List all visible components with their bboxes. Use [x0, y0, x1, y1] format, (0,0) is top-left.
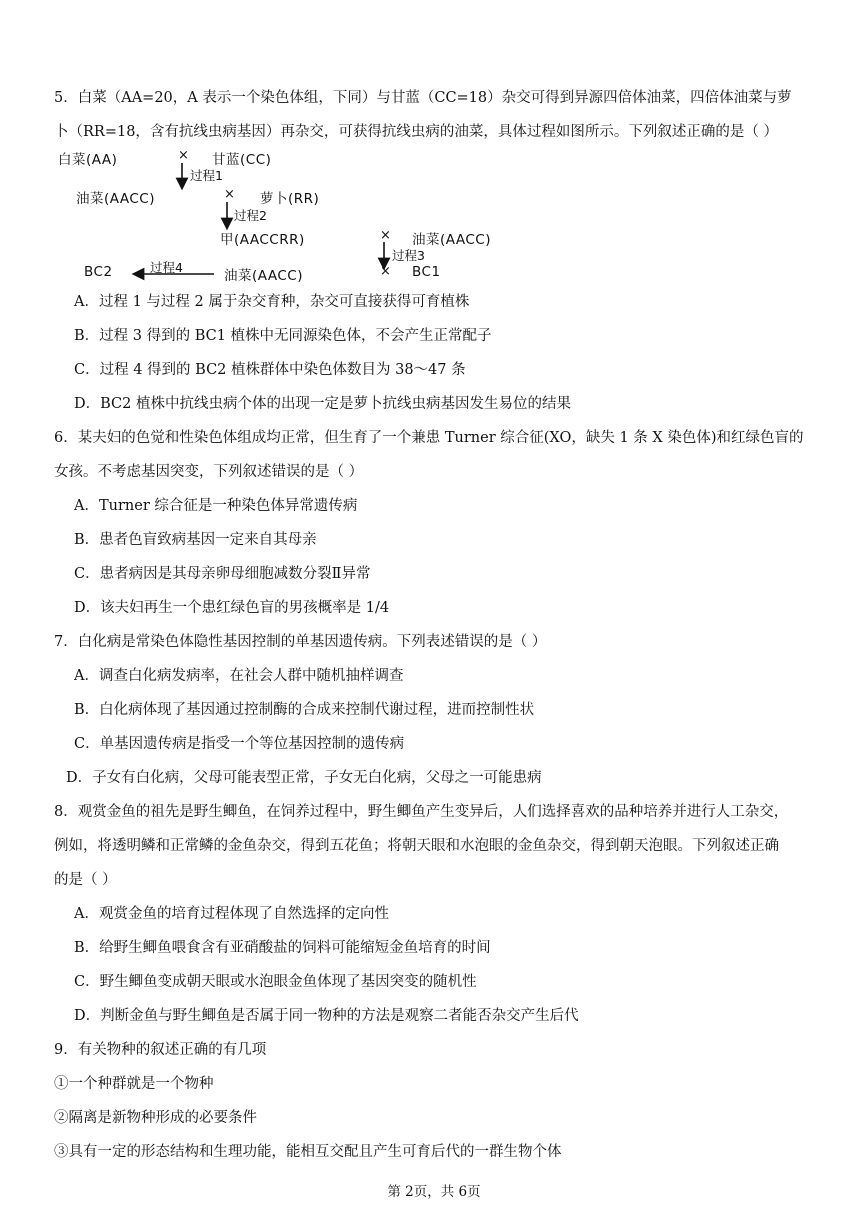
q7-stem-line1: 7．白化病是常染色体隐性基因控制的单基因遗传病。下列表述错误的是（ ） — [54, 634, 547, 650]
diagram-cabbage: 甘蓝(CC) — [212, 152, 272, 168]
q6-option-a[interactable]: A．Turner 综合征是一种染色体异常遗传病 — [74, 498, 358, 514]
q6-option-b[interactable]: B．患者色盲致病基因一定来自其母亲 — [74, 532, 317, 548]
q9-statement-2: ②隔离是新物种形成的必要条件 — [54, 1110, 257, 1126]
breeding-process-diagram — [54, 146, 574, 286]
diagram-radish: 萝卜(RR) — [260, 191, 320, 207]
diagram-rapeseed-aacc-3: 油菜(AACC) — [224, 268, 303, 284]
label-process4: 过程4 — [150, 260, 183, 275]
q8-option-c[interactable]: C．野生鲫鱼变成朝天眼或水泡眼金鱼体现了基因突变的随机性 — [74, 974, 477, 990]
q5-option-d[interactable]: D．BC2 植株中抗线虫病个体的出现一定是萝卜抗线虫病基因发生易位的结果 — [74, 396, 571, 412]
diagram-rapeseed-aacc: 油菜(AACC) — [76, 191, 155, 207]
q7-option-b[interactable]: B．白化病体现了基因通过控制酶的合成来控制代谢过程，进而控制性状 — [74, 702, 535, 718]
q5-option-c[interactable]: C．过程 4 得到的 BC2 植株群体中染色体数目为 38～47 条 — [74, 362, 466, 378]
q5-stem-line2: 卜（RR=18，含有抗线虫病基因）再杂交，可获得抗线虫病的油菜，具体过程如图所示。下列叙述正确的是（ ） — [54, 124, 779, 140]
q8-stem-line1: 8．观赏金鱼的祖先是野生鲫鱼，在饲养过程中，野生鲫鱼产生变异后，人们选择喜欢的品种培养并进行人工杂交， — [54, 804, 789, 820]
q5-option-b[interactable]: B．过程 3 得到的 BC1 植株中无同源染色体，不会产生正常配子 — [74, 328, 492, 344]
q7-option-d[interactable]: D．子女有白化病，父母可能表型正常，子女无白化病，父母之一可能患病 — [66, 770, 542, 786]
q7-option-c[interactable]: C．单基因遗传病是指受一个等位基因控制的遗传病 — [74, 736, 405, 752]
q7-option-a[interactable]: A．调查白化病发病率，在社会人群中随机抽样调查 — [74, 668, 404, 684]
diagram-rapeseed-aacc-2: 油菜(AACC) — [412, 232, 491, 248]
q8-stem-line3: 的是（ ） — [54, 872, 117, 888]
diagram-arrows — [54, 146, 574, 286]
q9-statement-1: ①一个种群就是一个物种 — [54, 1076, 214, 1092]
q6-option-d[interactable]: D．该夫妇再生一个患红绿色盲的男孩概率是 1/4 — [74, 600, 390, 616]
q6-stem-line2: 女孩。不考虑基因突变，下列叙述错误的是（ ） — [54, 464, 364, 480]
q6-stem-line1: 6．某夫妇的色觉和性染色体组成均正常，但生育了一个兼患 Turner 综合征(XO，缺失 1 条 X 染色体)和红绿色盲的 — [54, 430, 804, 446]
diagram-jia-aaccrr: 甲(AACCRR) — [220, 232, 305, 248]
q6-option-c[interactable]: C．患者病因是其母亲卵母细胞减数分裂Ⅱ异常 — [74, 566, 371, 582]
q8-option-b[interactable]: B．给野生鲫鱼喂食含有亚硝酸盐的饲料可能缩短金鱼培育的时间 — [74, 940, 491, 956]
diagram-bc1: BC1 — [412, 264, 441, 280]
q9-stem-line1: 9．有关物种的叙述正确的有几项 — [54, 1042, 267, 1058]
diagram-bc2: BC2 — [84, 264, 113, 280]
diagram-chinese-cabbage: 白菜(AA) — [58, 152, 118, 168]
label-process2: 过程2 — [234, 208, 267, 223]
q8-option-a[interactable]: A．观赏金鱼的培育过程体现了自然选择的定向性 — [74, 906, 389, 922]
label-process3: 过程3 — [392, 248, 425, 263]
q5-option-a[interactable]: A．过程 1 与过程 2 属于杂交育种，杂交可直接获得可育植株 — [74, 294, 470, 310]
cross-symbol: × — [380, 228, 391, 243]
cross-symbol: × — [224, 187, 235, 202]
cross-symbol: × — [178, 148, 189, 163]
q5-stem-line1: 5．白菜（AA=20，A 表示一个染色体组，下同）与甘蓝（CC=18）杂交可得到异源四倍体油菜，四倍体油菜与萝 — [54, 90, 792, 106]
q8-option-d[interactable]: D．判断金鱼与野生鲫鱼是否属于同一物种的方法是观察二者能否杂交产生后代 — [74, 1008, 579, 1024]
q9-statement-3: ③具有一定的形态结构和生理功能，能相互交配且产生可育后代的一群生物个体 — [54, 1144, 562, 1160]
label-process1: 过程1 — [190, 168, 223, 183]
q8-stem-line2: 例如，将透明鳞和正常鳞的金鱼杂交，得到五花鱼；将朝天眼和水泡眼的金鱼杂交，得到朝天泡眼。下列叙述正确 — [54, 838, 779, 854]
cross-symbol: × — [380, 264, 391, 279]
page-footer: 第 2页，共 6页 — [387, 1184, 481, 1200]
